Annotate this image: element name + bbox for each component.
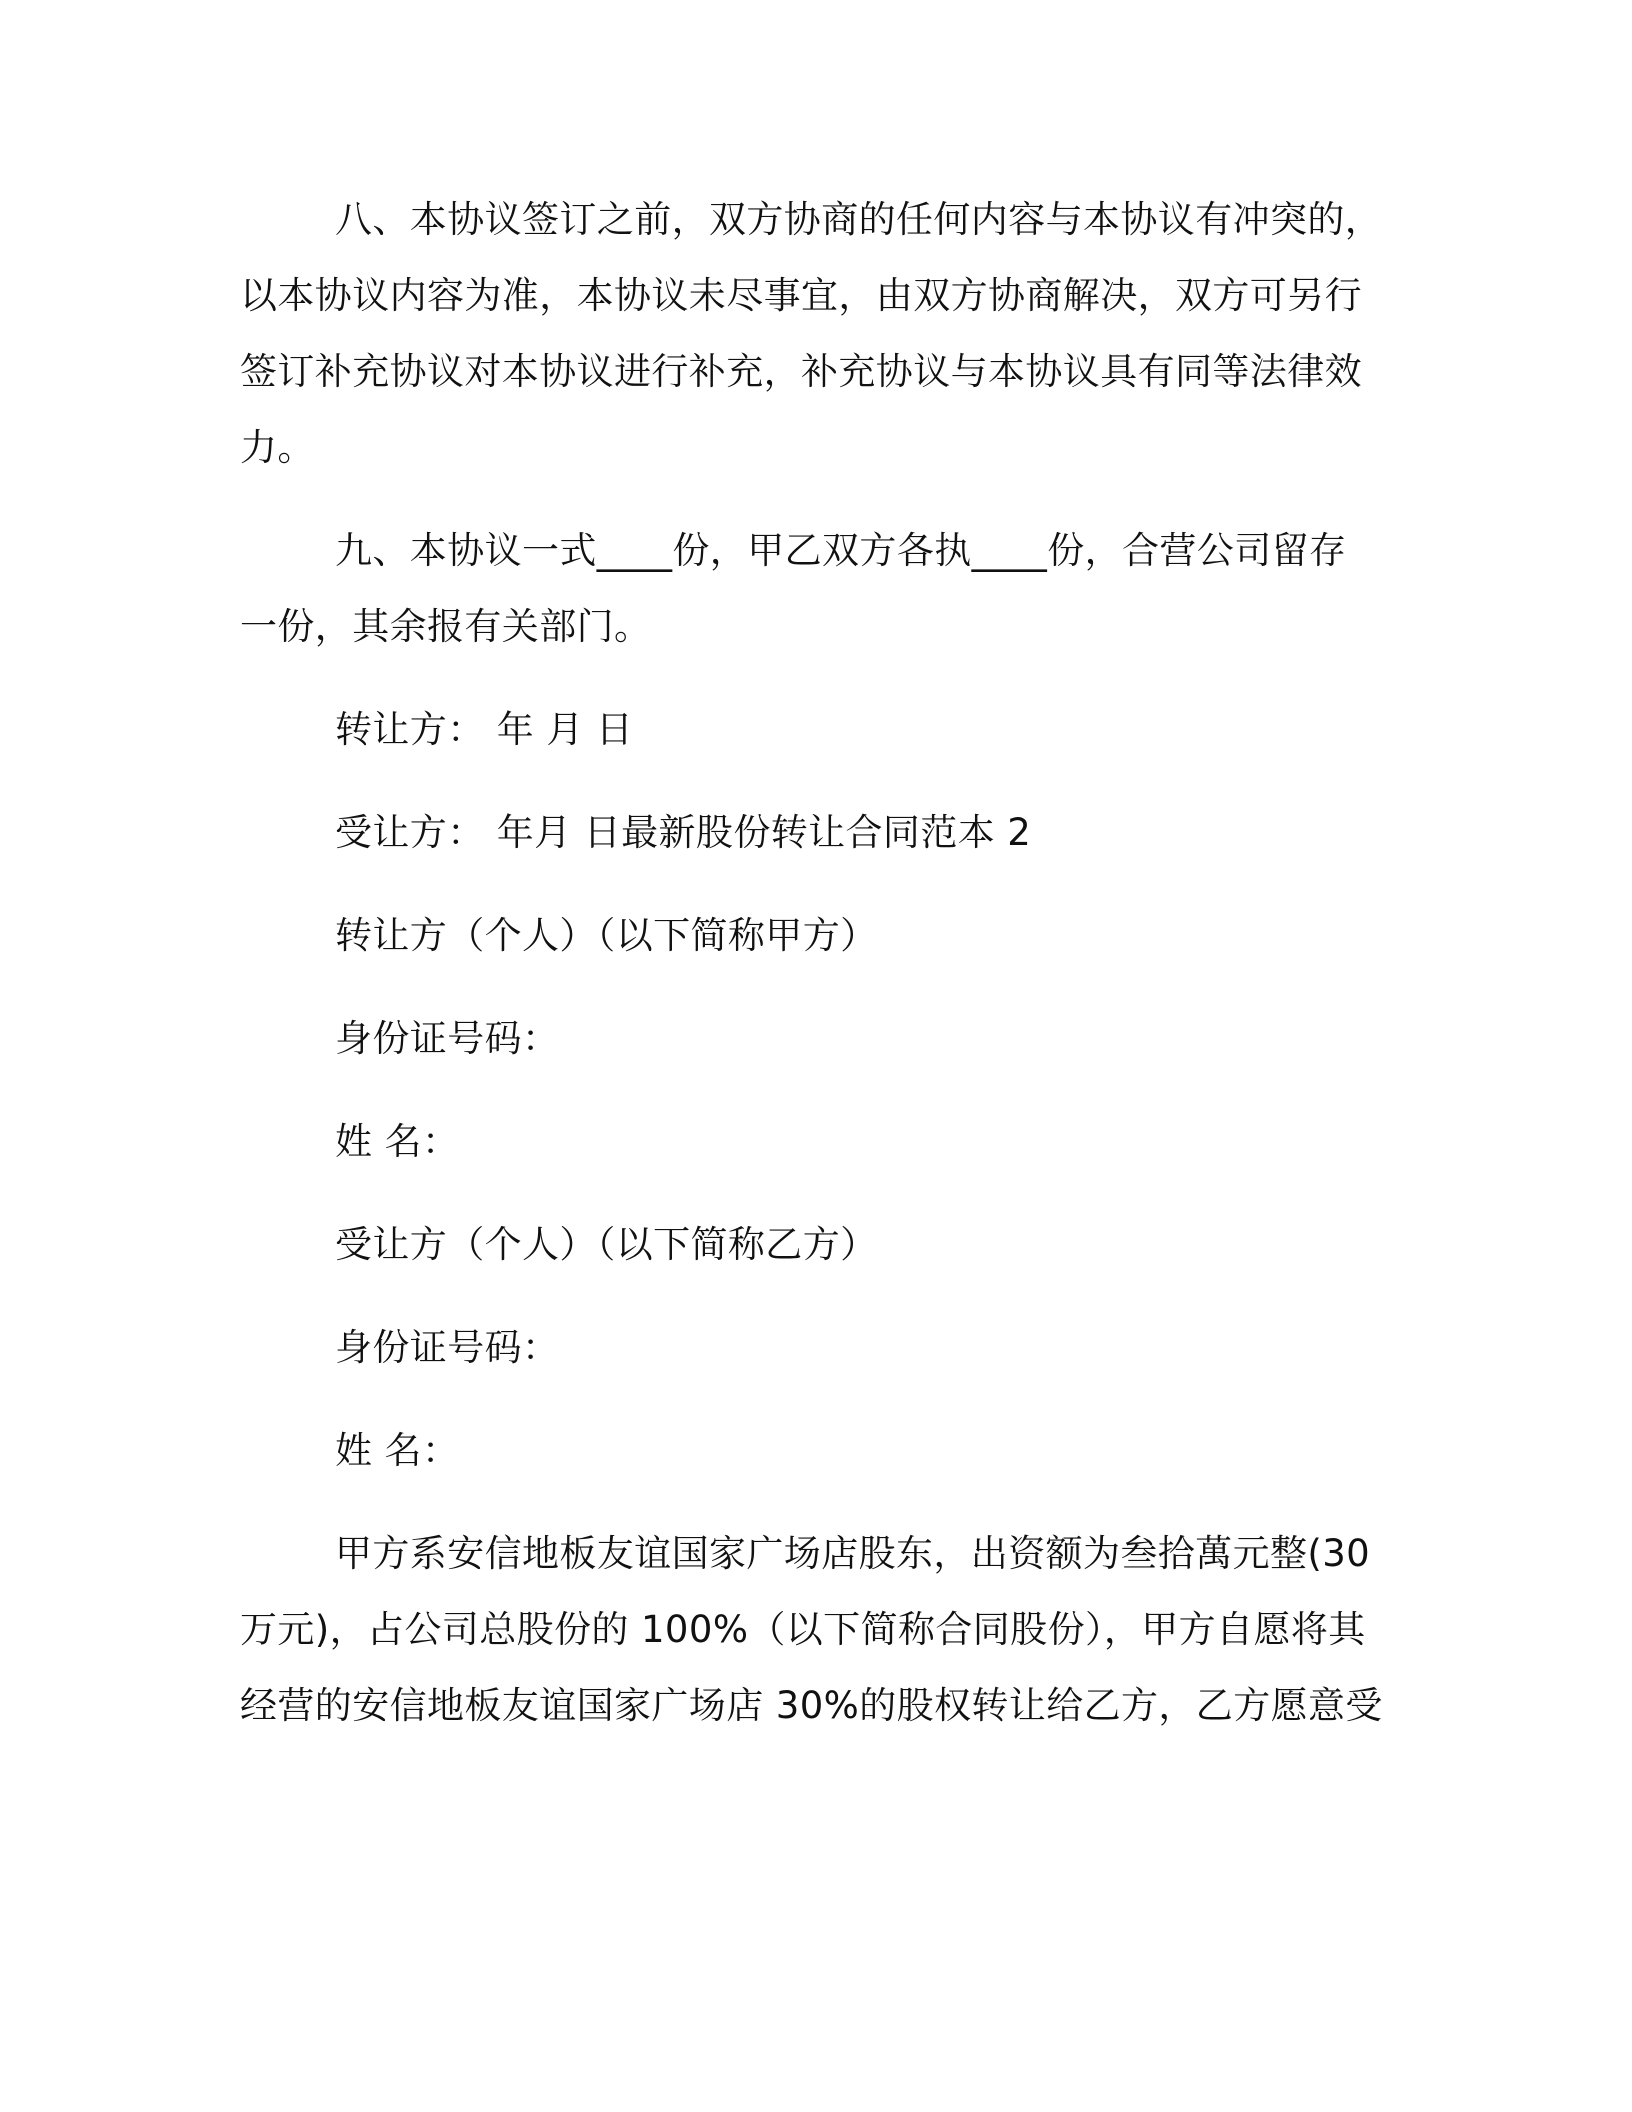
party-a-name-label: 姓 名： xyxy=(335,1120,460,1163)
para8-line-3: 签订补充协议对本协议进行补充，补充协议与本协议具有同等法律效 xyxy=(240,350,1362,393)
para8-line-4: 力。 xyxy=(240,426,315,469)
para9-line-2: 一份，其余报有关部门。 xyxy=(240,605,652,648)
party-b-id-label: 身份证号码： xyxy=(335,1326,560,1369)
intro-line-1: 甲方系安信地板友谊国家广场店股东，出资额为叁拾萬元整(30 xyxy=(335,1532,1371,1575)
transferee-signature-line: 受让方： 年月 日最新股份转让合同范本 2 xyxy=(335,811,1032,854)
para8-line-1: 八、本协议签订之前，双方协商的任何内容与本协议有冲突的， xyxy=(335,198,1383,241)
party-b-header: 受让方（个人）（以下简称乙方） xyxy=(335,1223,878,1266)
para9-line-1: 九、本协议一式____份，甲乙双方各执____份，合营公司留存 xyxy=(335,529,1347,572)
party-a-id-label: 身份证号码： xyxy=(335,1017,560,1060)
transferor-signature-line: 转让方： 年 月 日 xyxy=(335,708,634,751)
intro-line-3: 经营的安信地板友谊国家广场店 30%的股权转让给乙方，乙方愿意受 xyxy=(240,1684,1383,1727)
para8-line-2: 以本协议内容为准，本协议未尽事宜，由双方协商解决，双方可另行 xyxy=(240,274,1362,317)
intro-line-2: 万元)，占公司总股份的 100%（以下简称合同股份），甲方自愿将其 xyxy=(240,1608,1366,1651)
party-b-name-label: 姓 名： xyxy=(335,1429,460,1472)
party-a-header: 转让方（个人）（以下简称甲方） xyxy=(335,914,878,957)
